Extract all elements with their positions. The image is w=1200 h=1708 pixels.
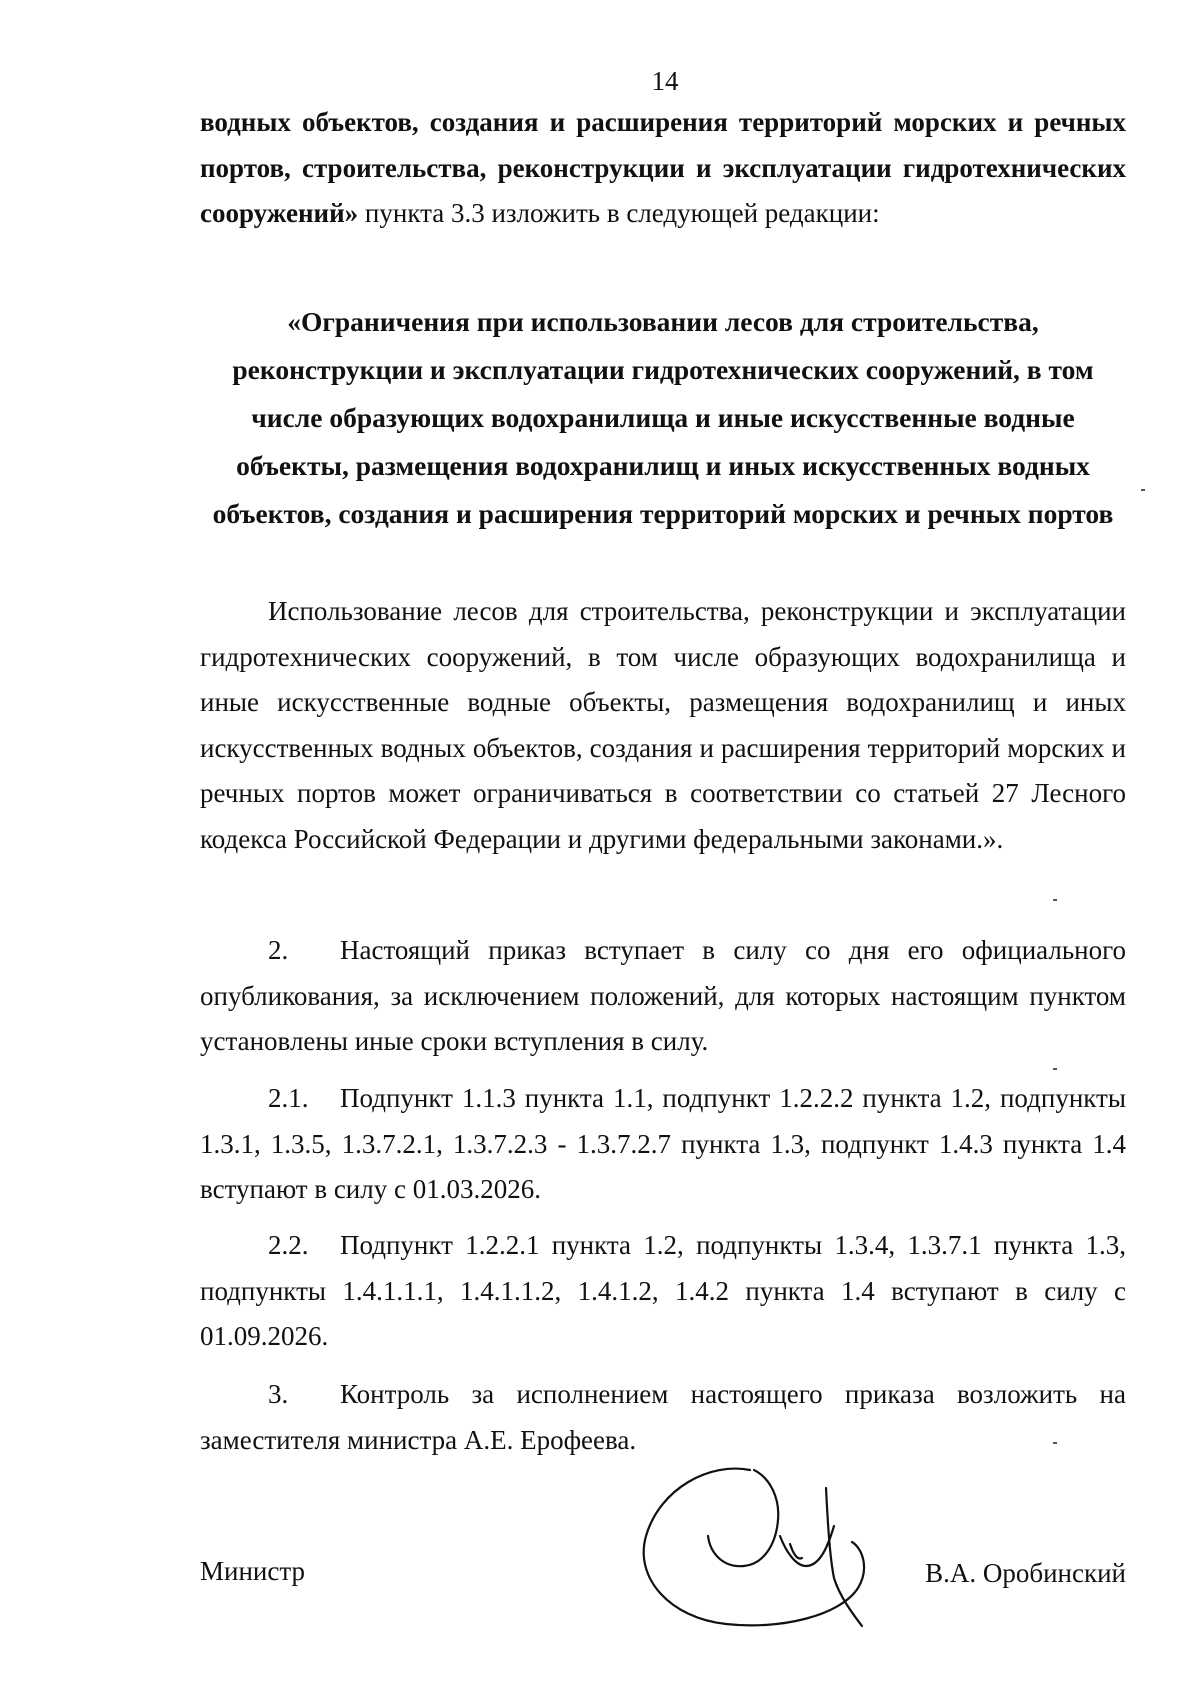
intro-plain-text: пункта 3.3 изложить в следующей редакции: [358, 198, 880, 228]
scan-artifact [1141, 489, 1145, 491]
intro-paragraph [200, 100, 1126, 237]
clause-number: 2. [268, 935, 289, 965]
section-title: «Ограничения при использовании лесов для строительства, реконструкции и эксплуатации гидротехнических сооружений, в том числе образующих водохранилища и иные искусственные водные объекты, размещения водохранилищ и иных искусственных водных объектов, создания и расширения территорий морских и речных портов [212, 306, 1114, 529]
usage-paragraph: Использование лесов для строительства, реконструкции и эксплуатации гидротехнических сооружений, в том числе образующих водохранилища и иные искусственные водные объекты, размещения водохранилищ и иных искусственных водных объектов, создания и расширения территорий морских и речных портов может ограничиваться в соответствии со статьей 27 Лесного кодекса Российской Федерации и другими федеральными законами.». [200, 596, 1126, 854]
intro-bold-text: водных объектов, создания и расширения территорий морских и речных портов, строительства, реконструкции и эксплуатации гидротехнических сооружений» [200, 107, 1126, 228]
clause-2-1 [200, 1076, 1126, 1213]
signature-block [200, 1520, 1126, 1670]
clause-text: Подпункт 1.1.3 пункта 1.1, подпункт 1.2.2.2 пункта 1.2, подпункты 1.3.1, 1.3.5, 1.3.7.2.1, 1.3.7.2.3 - 1.3.7.2.7 пункта 1.3, подпункт 1.4.3 пункта 1.4 вступают в силу с 01.03.2026. [200, 1083, 1126, 1204]
clause-2-2 [200, 1223, 1126, 1360]
clause-number: 3. [268, 1379, 289, 1409]
clause-number: 2.2. [268, 1230, 309, 1260]
clause-2 [200, 928, 1126, 1065]
scan-artifact [1053, 1442, 1057, 1444]
clause-text: Контроль за исполнением настоящего приказа возложить на заместителя министра А.Е. Ерофеева. [200, 1379, 1126, 1455]
signatory-name: В.А. Оробинский [925, 1558, 1126, 1588]
clause-text: Подпункт 1.2.2.1 пункта 1.2, подпункты 1.3.4, 1.3.7.1 пункта 1.3, подпункты 1.4.1.1.1, 1.4.1.1.2, 1.4.1.2, 1.4.2 пункта 1.4 вступают в силу с 01.09.2026. [200, 1230, 1126, 1351]
signatory-title: Министр [200, 1556, 305, 1586]
scan-artifact [1053, 899, 1057, 901]
clause-text: Настоящий приказ вступает в силу со дня его официального опубликования, за исключением положений, для которых настоящим пунктом установлены иные сроки вступления в силу. [200, 935, 1126, 1056]
page-number: 14 [651, 66, 679, 96]
handwritten-signature [630, 1448, 890, 1648]
clause-number: 2.1. [268, 1083, 309, 1113]
scan-artifact [1053, 1068, 1057, 1070]
